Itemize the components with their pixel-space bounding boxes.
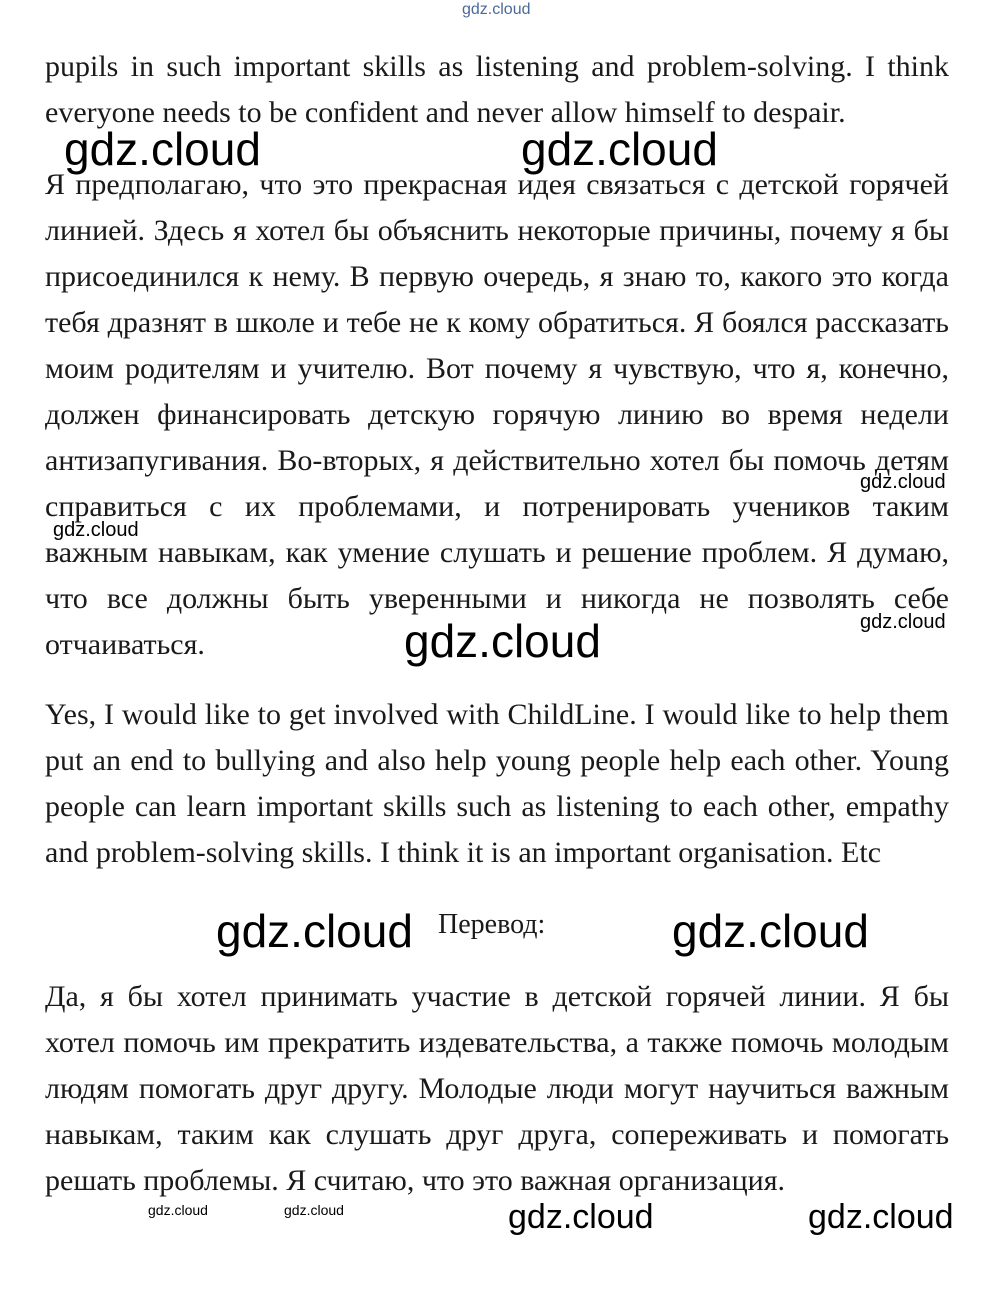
watermark: gdz.cloud bbox=[53, 519, 139, 541]
watermark: gdz.cloud bbox=[64, 123, 261, 175]
paragraph-russian-translation: Я предполагаю, что это прекрасная идея связаться с детской горячей линией. Здесь я хотел бы объяснить некоторые причины, почему я бы присоединился к нему. В первую очередь, я знаю то, какого это когда тебя дразнят в школе и тебе не к кому обратиться. Я боялся рассказать моим родителям и учителю. Вот почему я чувствую, что я, конечно, должен финансировать детскую горячую линию во время недели антизапугивания. Во-вторых, я действительно хотел бы помочь детям справиться с их проблемами, и потренировать учеников таким важным навыкам, как умение слушать и решение проблем. Я думаю, что все должны быть уверенными и никогда не позволять себе отчаиваться. bbox=[45, 168, 949, 661]
watermark: gdz.cloud bbox=[672, 905, 869, 957]
watermark: gdz.cloud bbox=[808, 1198, 954, 1236]
watermark: gdz.cloud bbox=[284, 1202, 344, 1218]
watermark: gdz.cloud bbox=[860, 611, 946, 633]
header-watermark: gdz.cloud bbox=[462, 1, 531, 18]
watermark: gdz.cloud bbox=[860, 471, 946, 493]
watermark: gdz.cloud bbox=[521, 123, 718, 175]
watermark: gdz.cloud bbox=[508, 1198, 654, 1236]
paragraph-russian-answer: Да, я бы хотел принимать участие в детской горячей линии. Я бы хотел помочь им прекратить издевательства, а также помочь молодым людям помогать друг другу. Молодые люди могут научиться важным навыкам, таким как слушать друг друга, сопереживать и помогать решать проблемы. Я считаю, что это важная организация. bbox=[45, 980, 949, 1197]
watermark: gdz.cloud bbox=[148, 1202, 208, 1218]
paragraph-english-answer: Yes, I would like to get involved with ChildLine. I would like to help them put an end to bullying and also help young people help each other. Young people can learn important skills such as listening to each other, empathy and problem-solving skills. I think it is an important organisation. Etc bbox=[45, 698, 949, 869]
paragraph-english-continuation: pupils in such important skills as listening and problem-solving. I think everyone needs to be confident and never allow himself to despair. bbox=[45, 50, 949, 129]
watermark: gdz.cloud bbox=[404, 615, 601, 667]
translation-caption: Перевод: bbox=[438, 909, 546, 940]
watermark: gdz.cloud bbox=[216, 905, 413, 957]
